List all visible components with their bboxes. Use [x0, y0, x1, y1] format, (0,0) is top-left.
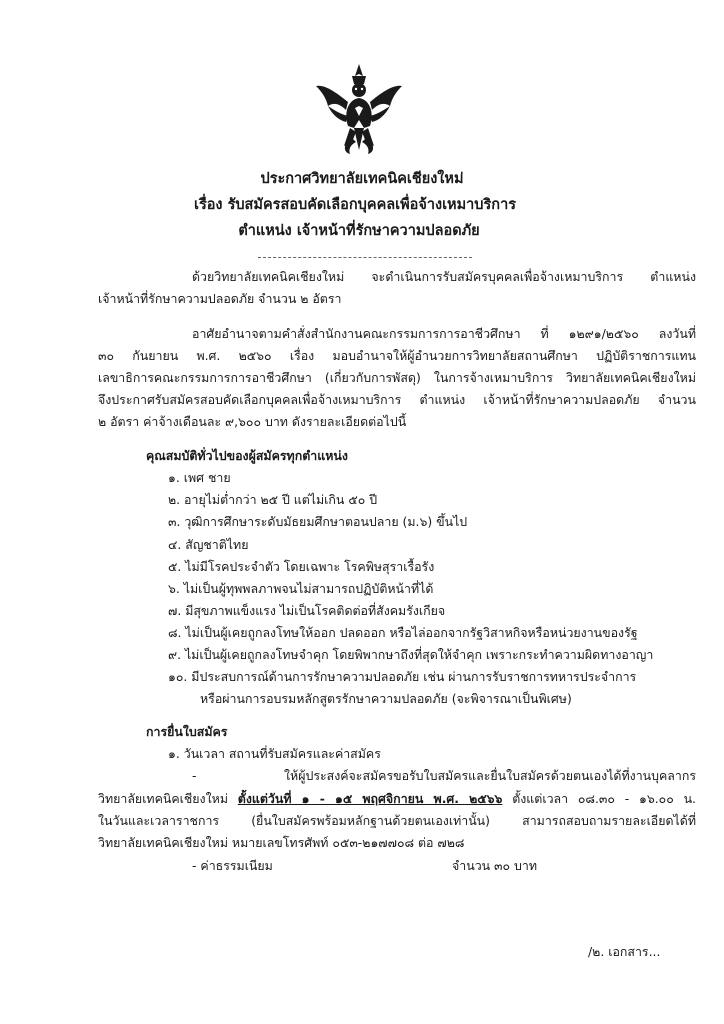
qualification-item-continuation: หรือผ่านการอบรมหลักสูตรรักษาความปลอดภัย (จะพิจารณาเป็นพิเศษ): [200, 691, 572, 706]
intro-paragraph-line: ด้วยวิทยาลัยเทคนิคเชียงใหม่ จะดำเนินการรับสมัครบุคคลเพื่อจ้างเหมาบริการ ตำแหน่ง: [192, 269, 696, 284]
qualification-item: ๔. สัญชาติไทย: [168, 537, 249, 552]
application-heading: การยื่นใบสมัคร: [146, 724, 228, 739]
authority-paragraph-line: ๒ อัตรา ค่าจ้างเดือนละ ๙,๖๐๐ บาท ดังรายละเอียดต่อไปนี้: [98, 414, 407, 429]
authority-paragraph-line: อาศัยอำนาจตามคำสั่งสำนักงานคณะกรรมการการอาชีวศึกษา ที่ ๑๒๙๑/๒๕๖๐ ลงวันที่: [192, 326, 696, 341]
application-line: ในวันและเวลาราชการ (ยื่นใบสมัครพร้อมหลักฐานด้วยตนเองเท่านั้น) สามารถสอบถามรายละเอียดได้ที่: [98, 813, 696, 828]
qualification-item: ๑๐. มีประสบการณ์ด้านการรักษาความปลอดภัย เช่น ผ่านการรับราชการทหารประจำการ: [168, 669, 637, 684]
qualification-item: ๖. ไม่เป็นผู้ทุพพลภาพจนไม่สามารถปฏิบัติหน้าที่ได้: [168, 581, 434, 596]
announcement-position: ตำแหน่ง เจ้าหน้าที่รักษาความปลอดภัย: [238, 223, 480, 239]
announcement-title: ประกาศวิทยาลัยเทคนิคเชียงใหม่: [260, 171, 464, 187]
application-hours: ตั้งแต่เวลา ๐๘.๓๐ - ๑๖.๐๐ น.: [502, 791, 696, 806]
intro-paragraph-line: เจ้าหน้าที่รักษาความปลอดภัย จำนวน ๒ อัตรา: [98, 291, 342, 306]
qualification-item: ๗. มีสุขภาพแข็งแรง ไม่เป็นโรคติดต่อที่สังคมรังเกียจ: [168, 603, 446, 618]
qualification-item: ๓. วุฒิการศึกษาระดับมัธยมศึกษาตอนปลาย (ม.๖) ขึ้นไป: [168, 514, 468, 529]
contact-line: วิทยาลัยเทคนิคเชียงใหม่ หมายเลขโทรศัพท์ ๐๕๓-๒๑๗๗๐๘ ต่อ ๗๒๘: [98, 835, 465, 850]
title-divider: [258, 257, 472, 258]
qualification-item: ๕. ไม่มีโรคประจำตัว โดยเฉพาะ โรคพิษสุราเรื้อรัง: [168, 559, 435, 574]
qualification-item: ๘. ไม่เป็นผู้เคยถูกลงโทษให้ออก ปลดออก หรือไล่ออกจากรัฐวิสาหกิจหรือหน่วยงานของรัฐ: [168, 625, 638, 640]
garuda-emblem-icon: [314, 62, 404, 156]
authority-paragraph-line: ๓๐ กันยายน พ.ศ. ๒๕๖๐ เรื่อง มอบอำนาจให้ผู้อำนวยการวิทยาลัยสถานศึกษา ปฏิบัติราชการแทน: [98, 348, 696, 363]
announcement-subject: เรื่อง รับสมัครสอบคัดเลือกบุคคลเพื่อจ้างเหมาบริการ: [193, 197, 517, 213]
authority-paragraph-line: เลขาธิการคณะกรรมการการอาชีวศึกษา (เกี่ยวกับการพัสดุ) ในการจ้างเหมาบริการ วิทยาลัยเทคนิคเชียงใหม่: [98, 370, 696, 385]
qualification-item: ๙. ไม่เป็นผู้เคยถูกลงโทษจำคุก โดยพิพากษาถึงที่สุดให้จำคุก เพราะกระทำความผิดทางอาญา: [168, 647, 654, 662]
application-subheading: ๑. วันเวลา สถานที่รับสมัครและค่าสมัคร: [168, 746, 381, 761]
authority-paragraph-line: จึงประกาศรับสมัครสอบคัดเลือกบุคคลเพื่อจ้างเหมาบริการ ตำแหน่ง เจ้าหน้าที่รักษาความปลอดภัย จำนวน: [98, 392, 696, 407]
fee-label: - ค่าธรรมเนียม: [192, 858, 273, 873]
next-page-indicator: /๒. เอกสาร...: [588, 944, 661, 959]
application-period: ตั้งแต่วันที่ ๑ - ๑๕ พฤศจิกายน พ.ศ. ๒๕๖๖: [237, 791, 503, 806]
qualification-item: ๒. อายุไม่ต่ำกว่า ๒๕ ปี แต่ไม่เกิน ๕๐ ปี: [168, 492, 378, 507]
application-line-start: วิทยาลัยเทคนิคเชียงใหม่: [98, 791, 238, 806]
application-line: - ให้ผู้ประสงค์จะสมัครขอรับใบสมัครและยื่นใบสมัครด้วยตนเองได้ที่งานบุคลากร: [192, 768, 696, 783]
application-line: [98, 791, 696, 807]
fee-amount: จำนวน ๓๐ บาท: [452, 858, 538, 873]
qualification-item: ๑. เพศ ชาย: [168, 470, 231, 485]
qualifications-heading: คุณสมบัติทั่วไปของผู้สมัครทุกตำแหน่ง: [146, 448, 348, 463]
